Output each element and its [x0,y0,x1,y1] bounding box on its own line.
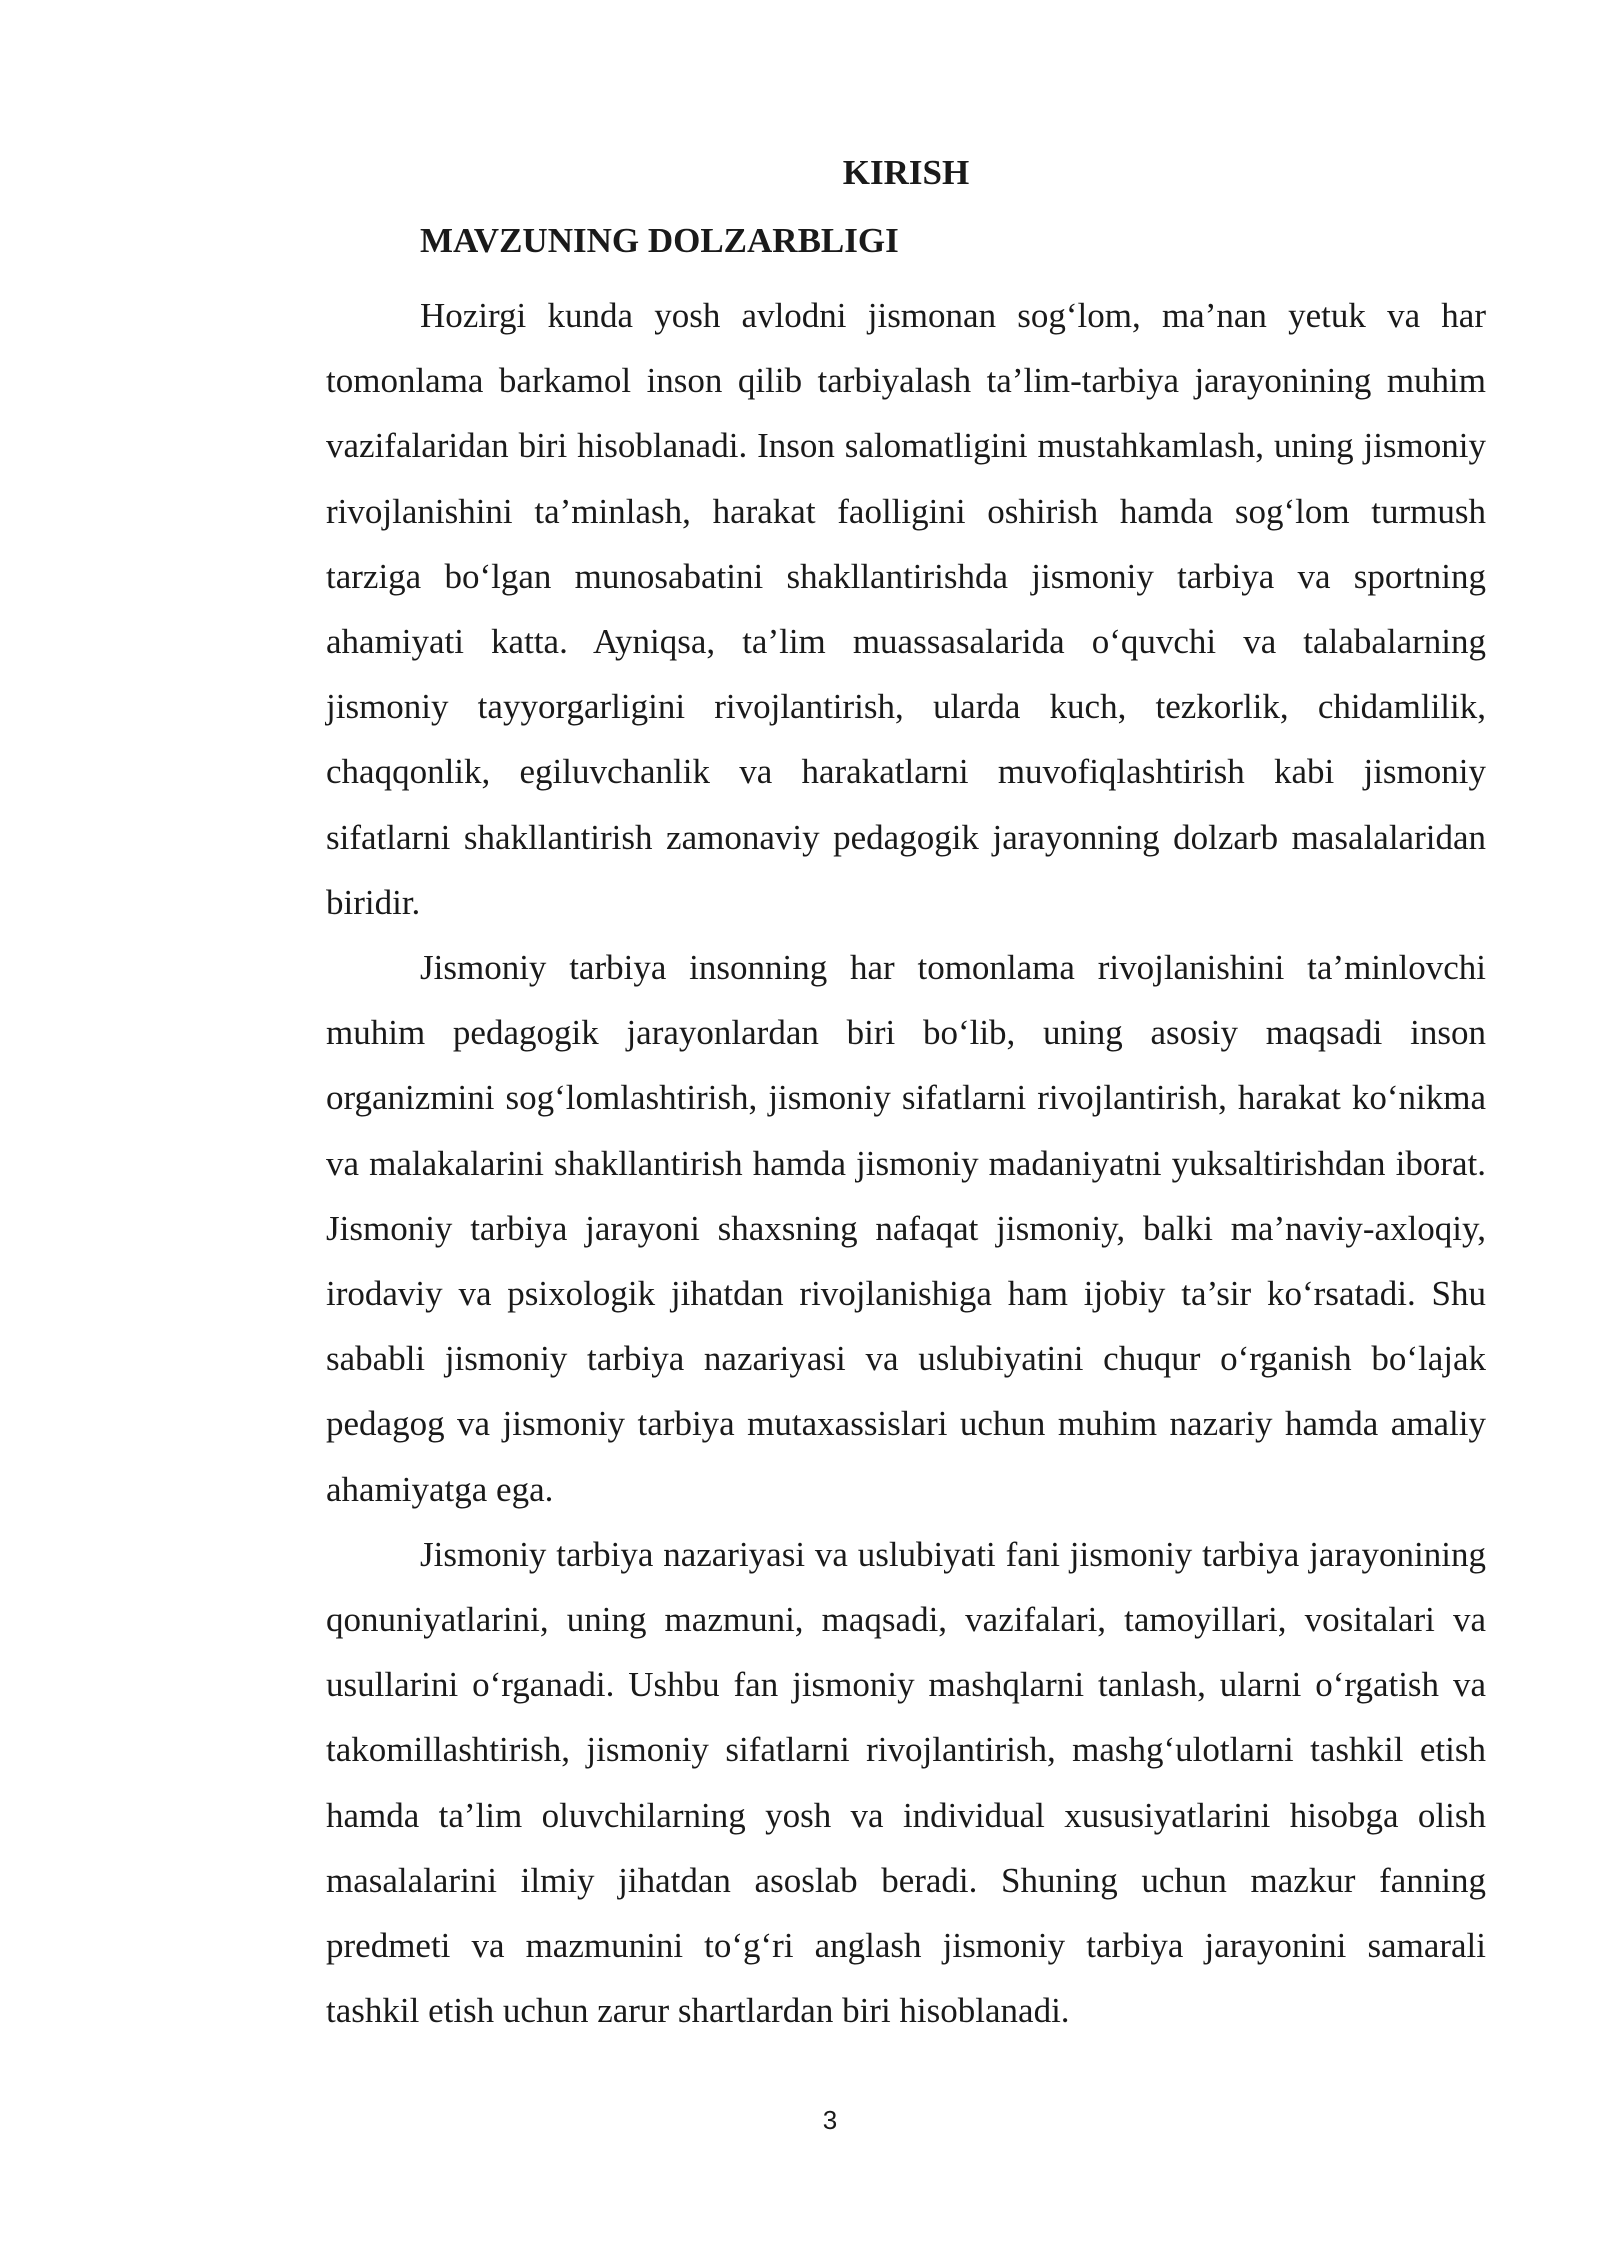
paragraph: Jismoniy tarbiya insonning har tomonlama rivojlanishini ta’minlovchi muhim pedagogik jarayonlardan biri bo‘lib, uning asosiy maqsadi inson organizmini sog‘lomlashtirish, jismoniy sifatlarni rivojlantirish, harakat ko‘nikma va malakalarini shakllantirish hamda jismoniy madaniyatni yuksaltirishdan iborat. Jismoniy tarbiya jarayoni shaxsning nafaqat jismoniy, balki ma’naviy-axloqiy, irodaviy va psixologik jihatdan rivojlanishiga ham ijobiy ta’sir ko‘rsatadi. Shu sababli jismoniy tarbiya nazariyasi va uslubiyatini chuqur o‘rganish bo‘lajak pedagog va jismoniy tarbiya mutaxassislari uchun muhim nazariy hamda amaliy ahamiyatga ega. [326,948,1486,1509]
page-title: KIRISH [842,153,970,192]
body-text [326,283,1486,2043]
paragraph: Hozirgi kunda yosh avlodni jismonan sog‘lom, ma’nan yetuk va har tomonlama barkamol inson qilib tarbiyalash ta’lim-tarbiya jarayonining muhim vazifalaridan biri hisoblanadi. Inson salomatligini mustahkamlash, uning jismoniy rivojlanishini ta’minlash, harakat faolligini oshirish hamda sog‘lom turmush tarziga bo‘lgan munosabatini shakllantirishda jismoniy tarbiya va sportning ahamiyati katta. Ayniqsa, ta’lim muassasalarida o‘quvchi va talabalarning jismoniy tayyorgarligini rivojlantirish, ularda kuch, tezkorlik, chidamlilik, chaqqonlik, egiluvchanlik va harakatlarni muvofiqlashtirish kabi jismoniy sifatlarni shakllantirish zamonaviy pedagogik jarayonning dolzarb masalalaridan biridir. [326,296,1486,922]
page-number: 3 [822,2105,838,2135]
section-heading: MAVZUNING DOLZARBLIGI [420,221,899,260]
paragraph: Jismoniy tarbiya nazariyasi va uslubiyati fani jismoniy tarbiya jarayonining qonuniyatlarini, uning mazmuni, maqsadi, vazifalari, tamoyillari, vositalari va usullarini o‘rganadi. Ushbu fan jismoniy mashqlarni tanlash, ularni o‘rgatish va takomillashtirish, jismoniy sifatlarni rivojlantirish, mashg‘ulotlarni tashkil etish hamda ta’lim oluvchilarning yosh va individual xususiyatlarini hisobga olish masalalarini ilmiy jihatdan asoslab beradi. Shuning uchun mazkur fanning predmeti va mazmunini to‘g‘ri anglash jismoniy tarbiya jarayonini samarali tashkil etish uchun zarur shartlardan biri hisoblanadi. [326,1534,1486,2031]
